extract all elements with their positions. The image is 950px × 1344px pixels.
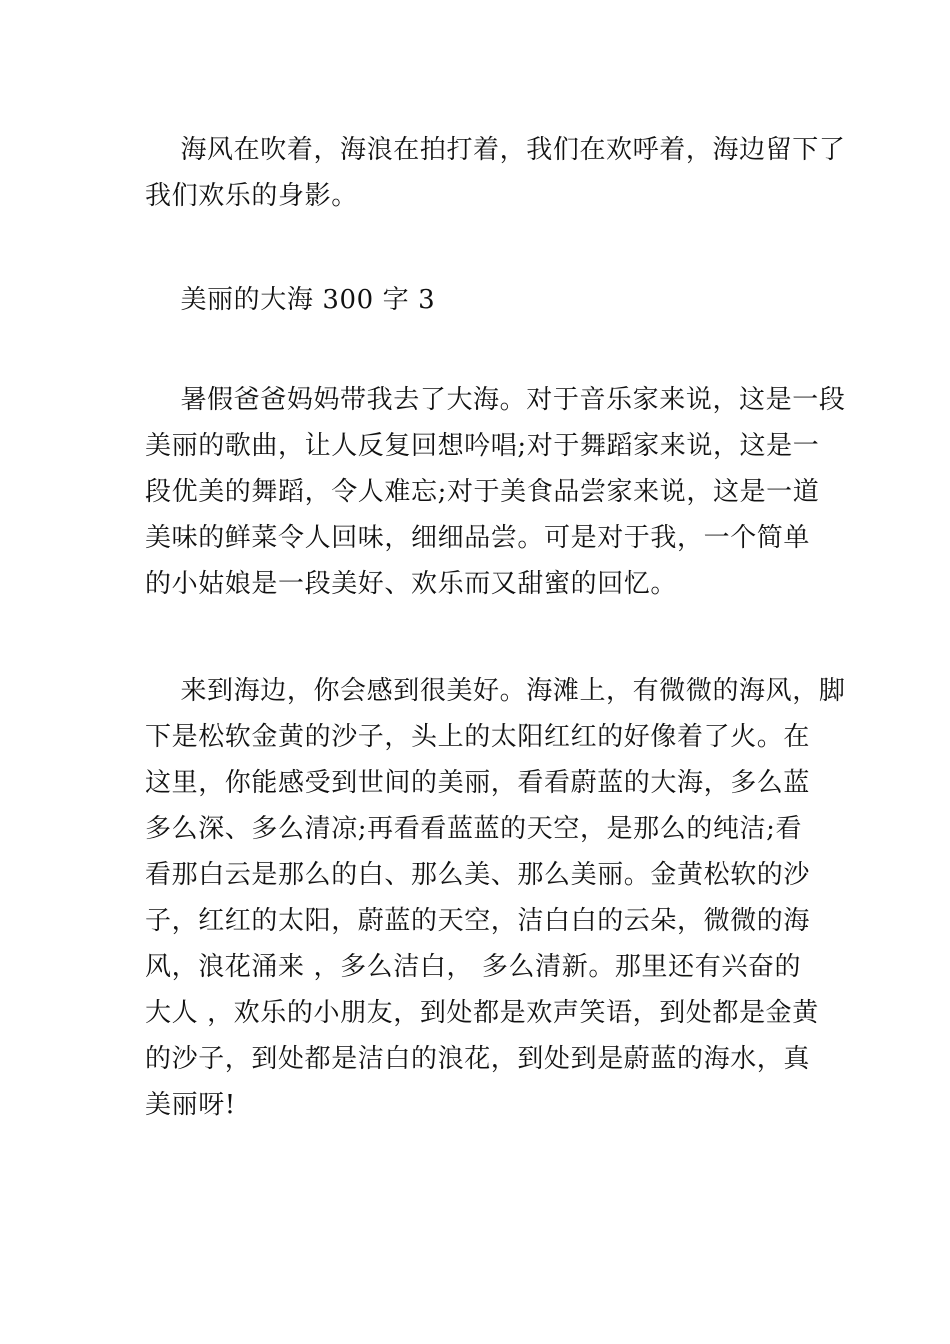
- text-line: 看那白云是那么的白、那么美、那么美丽。金黄松软的沙: [145, 860, 811, 890]
- text-line: 的小姑娘是一段美好、欢乐而又甜蜜的回忆。: [145, 569, 678, 599]
- text-line: 海风在吹着，海浪在拍打着，我们在欢呼着，海边留下了: [145, 135, 846, 165]
- text-line: 我们欢乐的身影。: [145, 181, 358, 211]
- text-line: 这里，你能感受到世间的美丽，看看蔚蓝的大海，多么蓝: [145, 768, 811, 798]
- text-line: 多么深、多么清凉;再看看蓝蓝的天空，是那么的纯洁;看: [145, 814, 803, 844]
- heading-text: 美丽的大海 300 字 3: [145, 285, 436, 315]
- paragraph-closing: [145, 127, 846, 219]
- text-line: 大人 ，欢乐的小朋友，到处都是欢声笑语，到处都是金黄: [145, 998, 819, 1028]
- text-line: 美味的鲜菜令人回味，细细品尝。可是对于我，一个简单: [145, 523, 811, 553]
- text-line: 风，浪花涌来 ，多么洁白， 多么清新。那里还有兴奋的: [145, 952, 802, 982]
- paragraph-body: [145, 668, 846, 1128]
- text-line: 下是松软金黄的沙子，头上的太阳红红的好像着了火。在: [145, 722, 811, 752]
- text-line: 美丽的歌曲，让人反复回想吟唱;对于舞蹈家来说，这是一: [145, 431, 820, 461]
- text-line: 子，红红的太阳，蔚蓝的天空，洁白白的云朵，微微的海: [145, 906, 811, 936]
- text-line: 的沙子，到处都是洁白的浪花，到处到是蔚蓝的海水，真: [145, 1044, 811, 1074]
- text-line: 暑假爸爸妈妈带我去了大海。对于音乐家来说，这是一段: [145, 385, 846, 415]
- paragraph-intro: [145, 377, 846, 607]
- text-line: 美丽呀!: [145, 1090, 236, 1120]
- essay-heading: [145, 277, 815, 323]
- text-line: 来到海边，你会感到很美好。海滩上，有微微的海风，脚: [145, 676, 846, 706]
- text-line: 段优美的舞蹈，令人难忘;对于美食品尝家来说，这是一道: [145, 477, 820, 507]
